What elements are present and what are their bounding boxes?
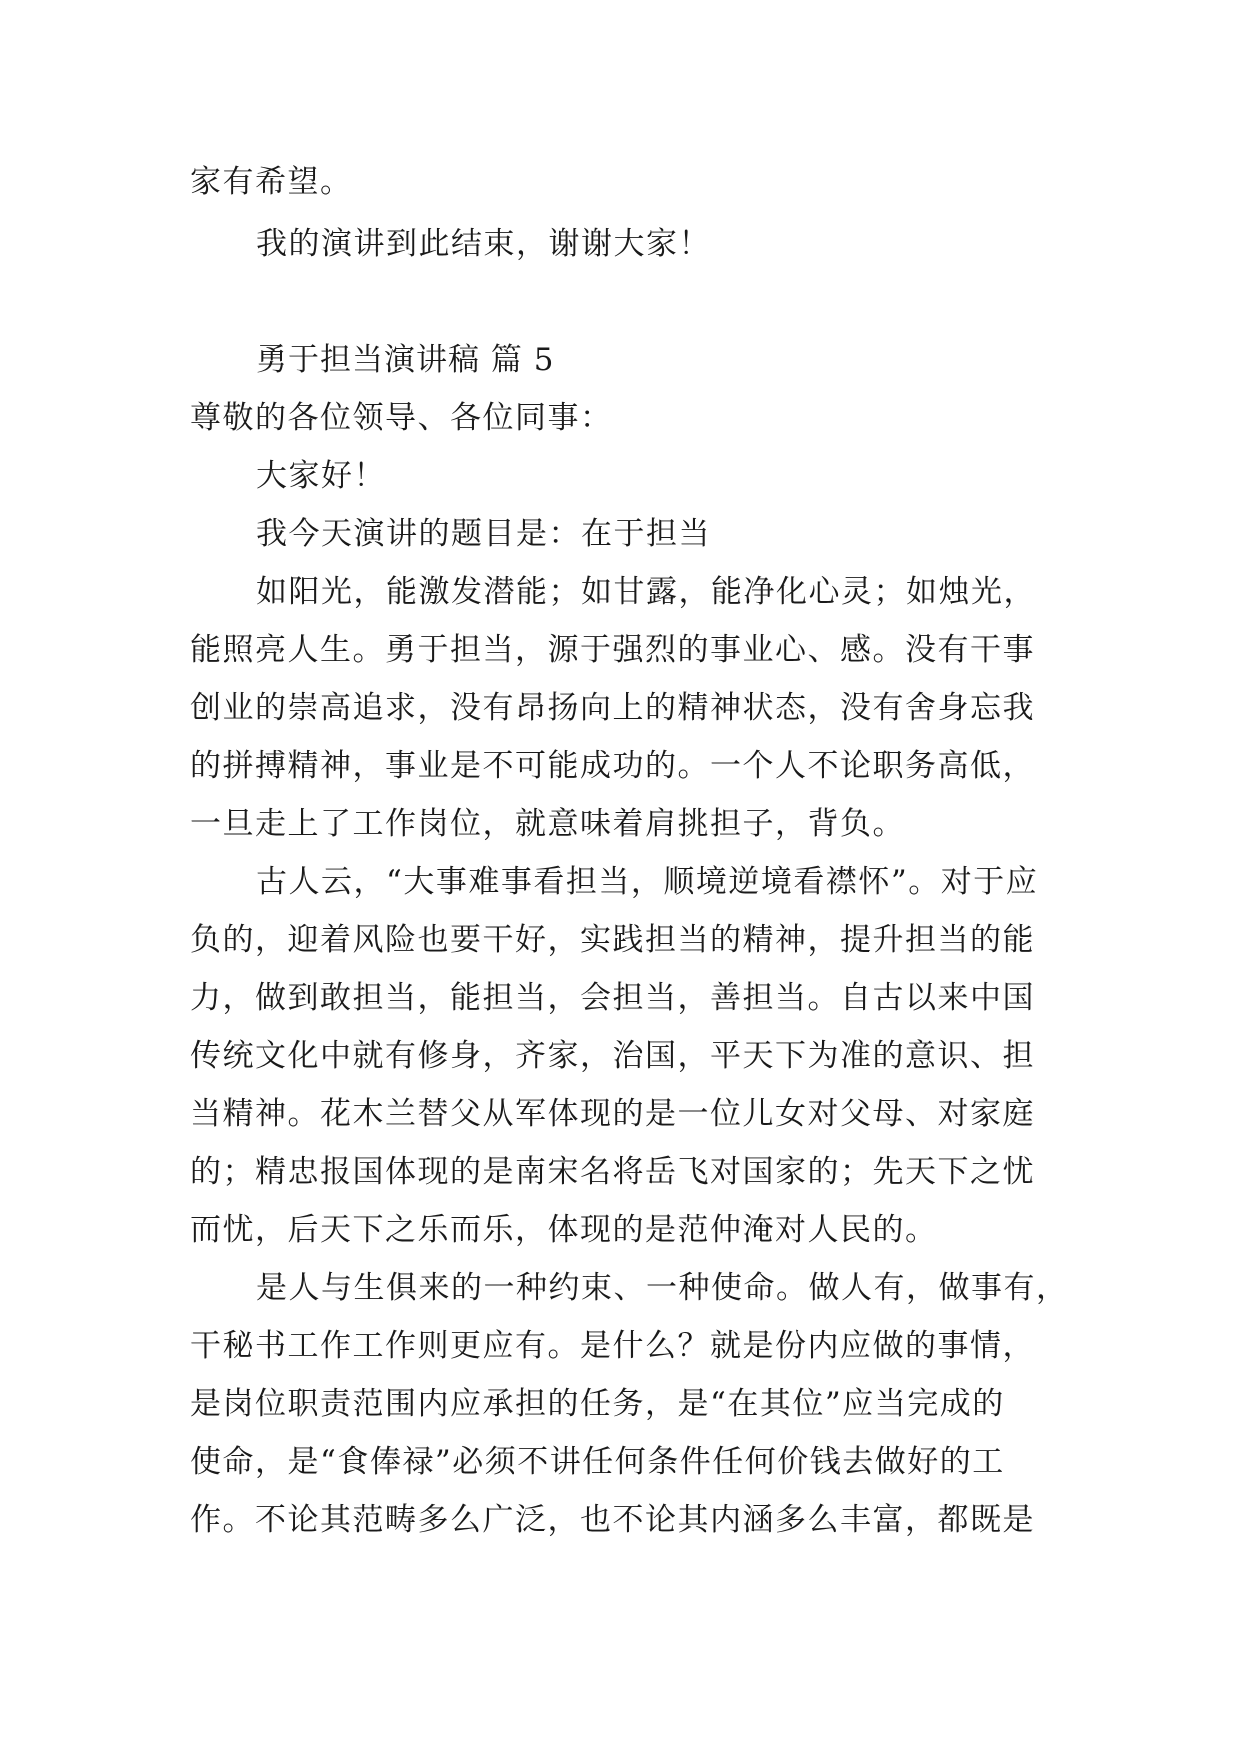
paragraph-line: 传统文化中就有修身，齐家，治国，平天下为准的意识、担 bbox=[190, 1038, 1035, 1074]
paragraph-line: 的；精忠报国体现的是南宋名将岳飞对国家的；先天下之忧 bbox=[190, 1154, 1035, 1190]
paragraph-line: 而忧，后天下之乐而乐，体现的是范仲淹对人民的。 bbox=[190, 1212, 938, 1248]
paragraph-line: 的拼搏精神，事业是不可能成功的。一个人不论职务高低， bbox=[190, 748, 1035, 784]
paragraph-line: 是岗位职责范围内应承担的任务，是“在其位”应当完成的 bbox=[190, 1386, 1005, 1422]
speech-topic: 我今天演讲的题目是：在于担当 bbox=[256, 516, 711, 552]
paragraph-line: 是人与生俱来的一种约束、一种使命。做人有，做事有， bbox=[256, 1270, 1069, 1306]
paragraph-line: 使命，是“食俸禄”必须不讲任何条件任何价钱去做好的工 bbox=[190, 1444, 1005, 1480]
paragraph-line: 家有希望。 bbox=[190, 164, 353, 200]
paragraph-line: 力，做到敢担当，能担当，会担当，善担当。自古以来中国 bbox=[190, 980, 1035, 1016]
paragraph-line: 负的，迎着风险也要干好，实践担当的精神，提升担当的能 bbox=[190, 922, 1035, 958]
greeting: 大家好！ bbox=[256, 458, 386, 494]
salutation: 尊敬的各位领导、各位同事： bbox=[190, 400, 613, 436]
paragraph-line: 如阳光，能激发潜能；如甘露，能净化心灵；如烛光， bbox=[256, 574, 1036, 610]
paragraph-line: 当精神。花木兰替父从军体现的是一位儿女对父母、对家庭 bbox=[190, 1096, 1035, 1132]
closing-line: 我的演讲到此结束，谢谢大家！ bbox=[256, 226, 711, 262]
paragraph-line: 一旦走上了工作岗位，就意味着肩挑担子，背负。 bbox=[190, 806, 905, 842]
paragraph-line: 古人云，“大事难事看担当，顺境逆境看襟怀”。对于应 bbox=[256, 864, 1039, 900]
paragraph-line: 能照亮人生。勇于担当，源于强烈的事业心、感。没有干事 bbox=[190, 632, 1035, 668]
paragraph-line: 干秘书工作工作则更应有。是什么？就是份内应做的事情， bbox=[190, 1328, 1035, 1364]
paragraph-line: 创业的崇高追求，没有昂扬向上的精神状态，没有舍身忘我 bbox=[190, 690, 1035, 726]
paragraph-line: 作。不论其范畴多么广泛，也不论其内涵多么丰富，都既是 bbox=[190, 1502, 1035, 1538]
section-heading: 勇于担当演讲稿 篇 5 bbox=[256, 342, 555, 378]
